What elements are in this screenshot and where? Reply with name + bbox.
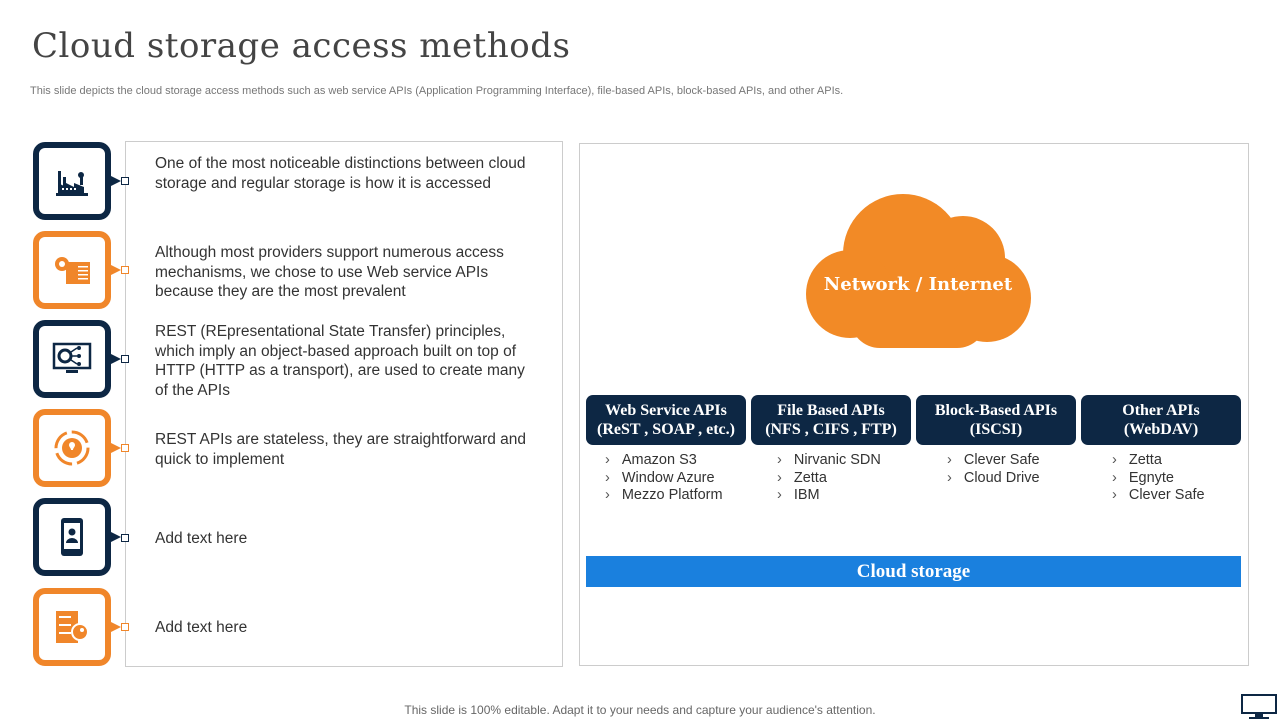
connector-dot [121,534,129,542]
list-item: › Cloud Drive [947,470,1040,488]
api-list-web-service [605,452,723,505]
connector-dot [121,355,129,363]
description-panel [125,141,563,667]
api-subtitle: (ReST , SOAP , etc.) [597,421,735,438]
item-text-1: One of the most noticeable distinctions between cloud storage and regular storage is how it is accessed [155,155,526,192]
lightbulb-cycle-icon [33,409,111,487]
api-title: File Based APIs [777,402,885,419]
api-list-other [1112,452,1205,505]
server-key-icon [33,588,111,666]
api-subtitle: (WebDAV) [1123,421,1199,438]
cloud-storage-bar: Cloud storage [586,556,1241,587]
list-item: › Zetta [777,470,881,488]
api-header-web-service [586,395,746,445]
factory-icon [33,142,111,220]
api-subtitle: (NFS , CIFS , FTP) [765,421,897,438]
api-header-block-based [916,395,1076,445]
item-text-2: Although most providers support numerous access mechanisms, we chose to use Web service APIs because they are the most prevalent [155,244,504,300]
list-item: › Clever Safe [947,452,1040,470]
connector-dot [121,177,129,185]
connector-dot [121,266,129,274]
api-list-file-based [777,452,881,505]
cloud-icon [805,186,1031,350]
item-text-5: Add text here [155,530,248,547]
page-subtitle: This slide depicts the cloud storage access methods such as web service APIs (Application Programming Interface), file-based APIs, block-based APIs, and other APIs. [30,85,844,97]
item-text-3: REST (REpresentational State Transfer) principles, which imply an object-based approach built on top of HTTP (HTTP as a transport), are used to create many of the APIs [155,323,525,399]
list-item: › IBM [777,487,881,505]
gear-document-icon [33,231,111,309]
api-title: Block-Based APIs [934,402,1058,419]
list-item: › Clever Safe [1112,487,1205,505]
api-title: Other APIs [1122,402,1200,419]
item-text-6: Add text here [155,619,248,636]
connector-dot [121,623,129,631]
item-text-4: REST APIs are stateless, they are straightforward and quick to implement [155,431,527,468]
api-header-other [1081,395,1241,445]
api-title: Web Service APIs [605,402,727,419]
page-title: Cloud storage access methods [32,26,571,66]
list-item: › Zetta [1112,452,1205,470]
monitor-icon [1241,694,1277,720]
monitor-gear-icon [33,320,111,398]
api-list-block-based [947,452,1040,487]
list-item: › Nirvanic SDN [777,452,881,470]
footer-note: This slide is 100% editable. Adapt it to your needs and capture your audience's attention. [404,703,876,717]
connector-dot [121,444,129,452]
list-item: › Mezzo Platform [605,487,723,505]
list-item: › Window Azure [605,470,723,488]
list-item: › Amazon S3 [605,452,723,470]
api-subtitle: (ISCSI) [969,421,1023,438]
smartphone-user-icon [33,498,111,576]
list-item: › Egnyte [1112,470,1205,488]
api-header-file-based [751,395,911,445]
network-internet-label: Network / Internet [823,274,1013,295]
